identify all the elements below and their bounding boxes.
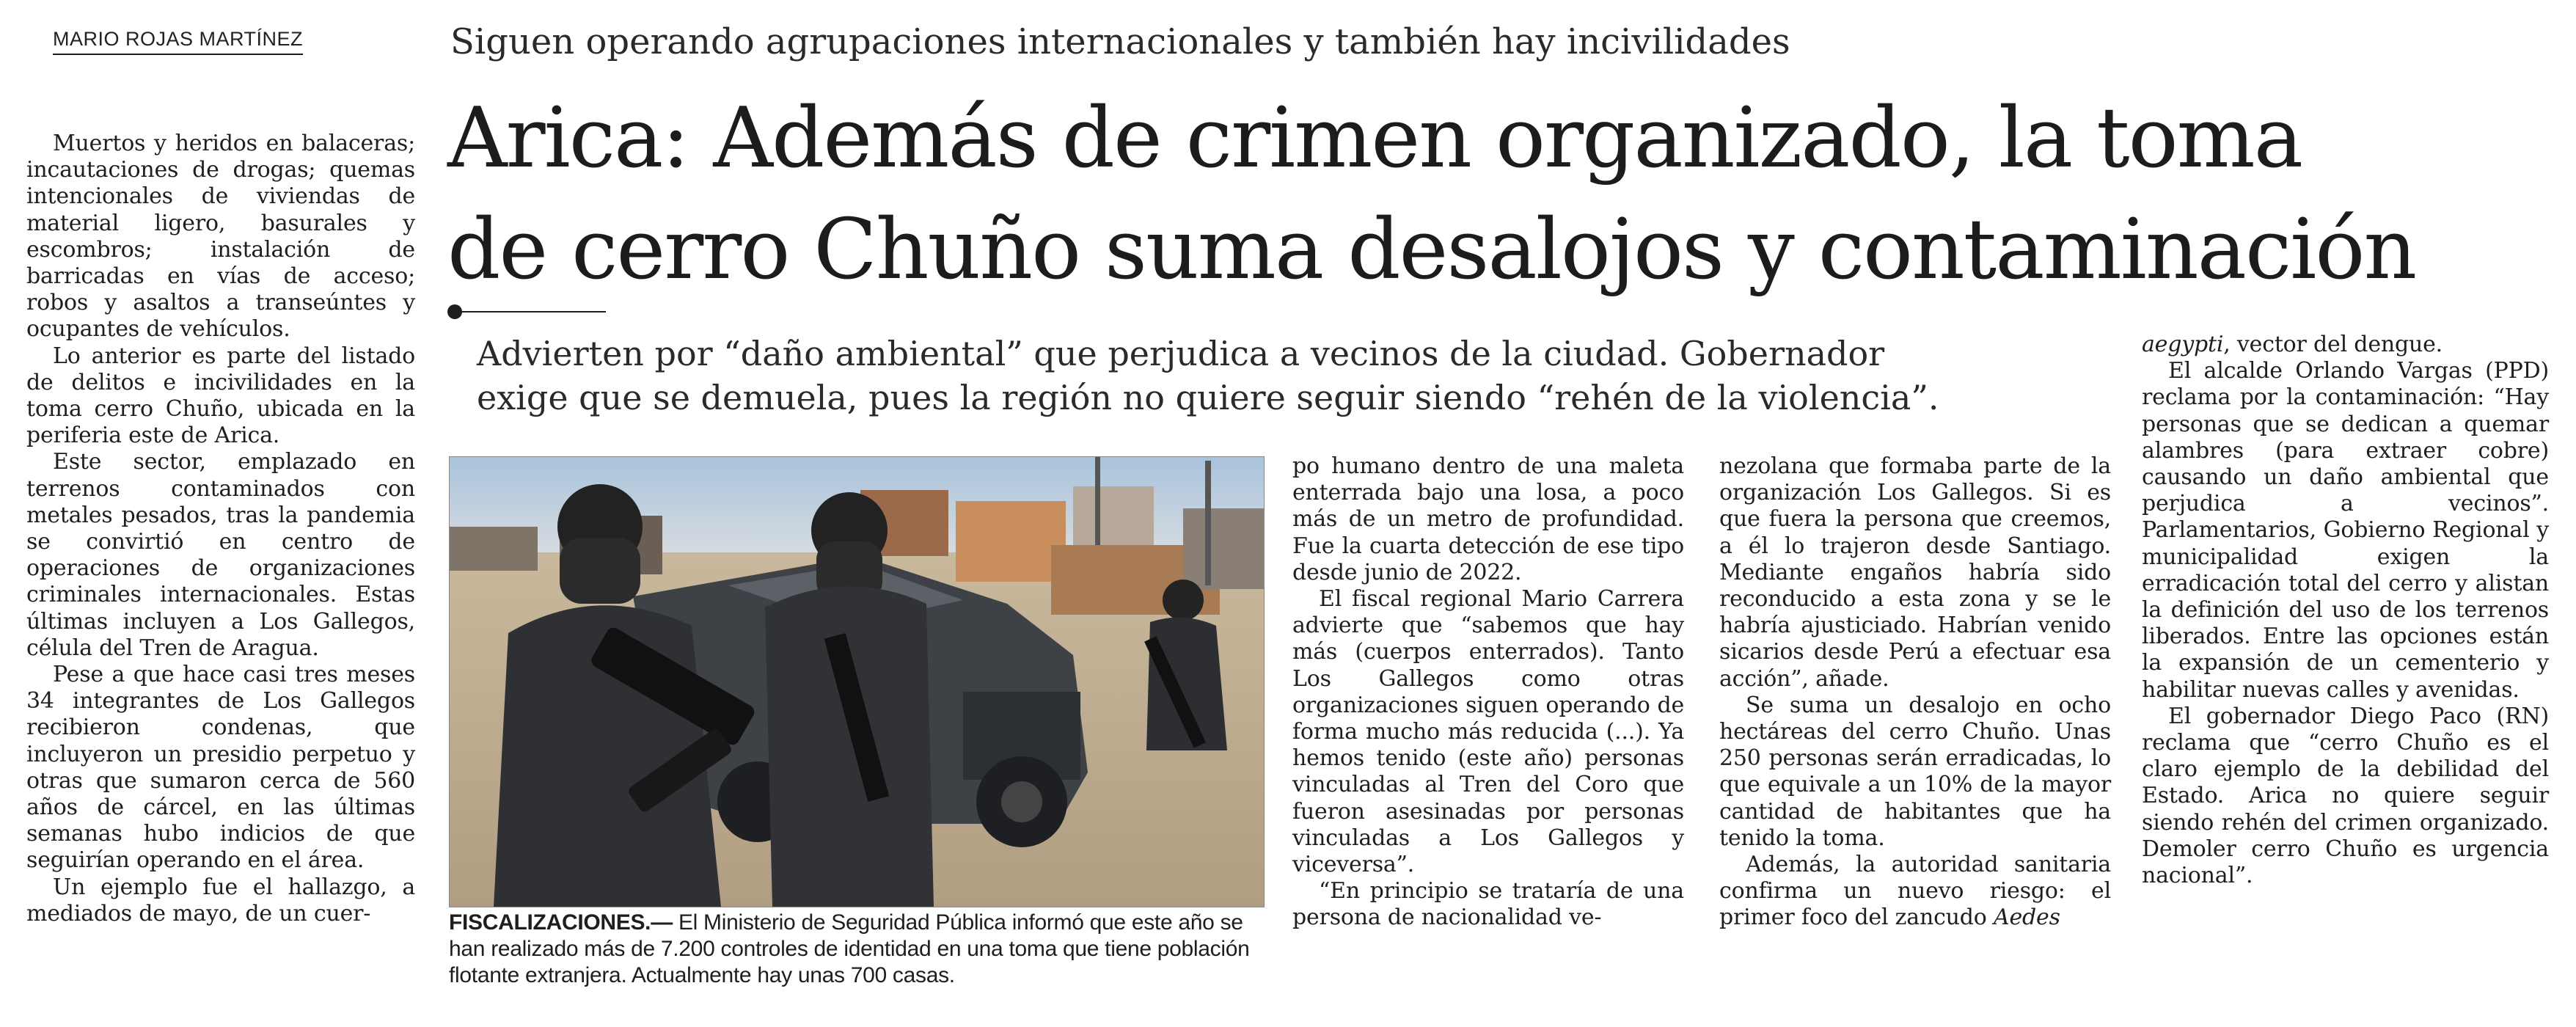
caption-lead: FISCALIZACIONES.— xyxy=(449,910,673,935)
column-1 xyxy=(26,131,415,927)
paragraph xyxy=(1719,852,2111,932)
headline xyxy=(447,82,2560,305)
column-4 xyxy=(2142,332,2549,889)
paragraph: El fiscal regional Mario Carrera advierte que “sabemos que hay más (cuerpos enterrados). Tanto Los Gallegos como otras organizaciones siguen operando de forma mucho más reducida (...). Ya hemos tenido (este año) personas vinculadas al Tren del Coro que fueron asesinadas por personas vinculadas a Los Gallegos y viceversa”. xyxy=(1292,586,1684,878)
paragraph-text: , vector del dengue. xyxy=(2223,332,2443,357)
column-2 xyxy=(1292,453,1684,932)
paragraph: po humano dentro de una maleta enterrada bajo una losa, a poco más de un metro de profundidad. Fue la cuarta detección de ese tipo desde junio de 2022. xyxy=(1292,453,1684,585)
paragraph: nezolana que formaba parte de la organización Los Gallegos. Si es que fuera la persona que creemos, a él lo trajeron desde Santiago. Mediante engaños habría sido reconducido a esta zona y se le habría ajusticiado. Habrían venido sicarios desde Perú a efectuar esa acción”, añade. xyxy=(1719,453,2111,692)
paragraph: Pese a que hace casi tres meses 34 integrantes de Los Gallegos recibieron condenas, que incluyeron un presidio perpetuo y otras que sumaron cerca de 560 años de cárcel, en las últimas semanas hubo indicios de que seguirían operando en el área. xyxy=(26,662,415,874)
photo-illustration xyxy=(450,457,1264,907)
paragraph xyxy=(2142,332,2549,358)
column-3 xyxy=(1719,453,2111,932)
paragraph: Lo anterior es parte del listado de delitos e incivilidades en la toma cerro Chuño, ubicada en la periferia este de Arica. xyxy=(26,343,415,449)
kicker: Siguen operando agrupaciones internacionales y también hay incivilidades xyxy=(450,21,1790,62)
paragraph: Este sector, emplazado en terrenos contaminados con metales pesados, tras la pandemia se convirtió en centro de operaciones de organizaciones criminales internacionales. Estas últimas incluyen a Los Gallegos, célula del Tren de Aragua. xyxy=(26,449,415,661)
italic-term: Aedes xyxy=(1994,904,2060,931)
italic-term: aegypti xyxy=(2142,332,2224,357)
paragraph: El alcalde Orlando Vargas (PPD) reclama por la contaminación: “Hay personas que se dedican a quemar alambres (para extraer cobre) causando un daño ambiental que perjudica a vecinos”. Parlamentarios, Gobierno Regional y municipalidad exigen la erradicación total del cerro y alistan la definición del uso de los terrenos liberados. Entre las opciones están la expansión de un cementerio y habilitar nuevas calles y avenidas. xyxy=(2142,358,2549,703)
news-photo xyxy=(449,456,1265,907)
paragraph: Se suma un desalojo en ocho hectáreas del cerro Chuño. Unas 250 personas serán erradicadas, lo que equivale a un 10% de la mayor cantidad de habitantes que ha tenido la toma. xyxy=(1719,692,2111,851)
paragraph: El gobernador Diego Paco (RN) reclama que “cerro Chuño es el claro ejemplo de la debilidad del Estado. Arica no quiere seguir siendo rehén del crimen organizado. Demoler cerro Chuño es urgencia nacional”. xyxy=(2142,703,2549,889)
deck xyxy=(477,332,2105,420)
paragraph: Muertos y heridos en balaceras; incautaciones de drogas; quemas intencionales de viviendas de material ligero, basurales y escombros; instalación de barricadas en vías de acceso; robos y asaltos a transeúntes y ocupantes de vehículos. xyxy=(26,131,415,343)
paragraph-text: Además, la autoridad sanitaria confirma un nuevo riesgo: el primer foco del zancudo xyxy=(1719,852,2111,931)
rule-line xyxy=(459,311,606,313)
byline: MARIO ROJAS MARTÍNEZ xyxy=(53,28,303,55)
headline-line-1: Arica: Además de crimen organizado, la toma xyxy=(447,89,2302,186)
deck-line-1: Advierten por “daño ambiental” que perjudica a vecinos de la ciudad. Gobernador xyxy=(477,334,1885,373)
paragraph: Un ejemplo fue el hallazgo, a mediados de mayo, de un cuer- xyxy=(26,874,415,927)
paragraph: “En principio se trataría de una persona de nacionalidad ve- xyxy=(1292,878,1684,931)
photo-caption xyxy=(449,910,1263,989)
caption-text: El Ministerio de Seguridad Pública informó que este año se han realizado más de 7.200 controles de identidad en una toma que tiene población flotante extranjera. Actualmente hay unas 700 casas. xyxy=(449,910,1250,987)
deck-line-2: exige que se demuela, pues la región no quiere seguir siendo “rehén de la violencia”. xyxy=(477,378,1939,417)
headline-line-2: de cerro Chuño suma desalojos y contaminación xyxy=(447,201,2416,298)
